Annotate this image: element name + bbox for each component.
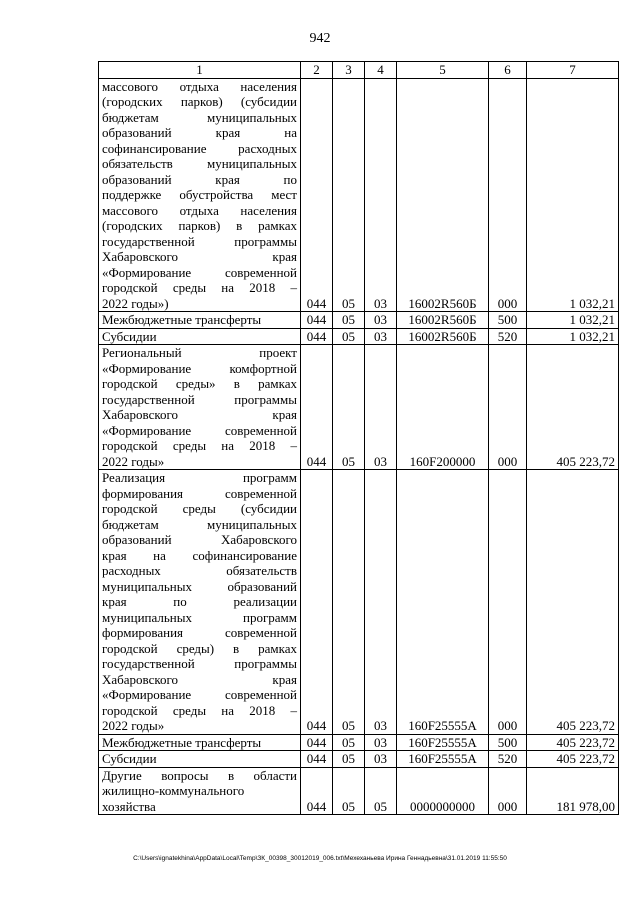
column-number-row <box>99 62 619 79</box>
footer-file-path: C:\Users\ignatekhina\AppData\Local\Temp\ЗК_00398_30012019_006.txt\Мехеханьева Ирина Геннадьевна\31.01.2019 11:55:50 <box>133 855 507 862</box>
subsection-code: 03 <box>365 470 397 735</box>
description-line: «Формирование современной <box>102 687 297 702</box>
description-line: Реализация программ <box>102 470 297 485</box>
row-description <box>99 78 301 312</box>
description-line: поддержке обустройства мест <box>102 187 297 202</box>
section-code: 05 <box>333 751 365 768</box>
description-line: городской среды (субсидии <box>102 501 297 516</box>
ministry-code: 044 <box>301 751 333 768</box>
section-code: 05 <box>333 767 365 815</box>
ministry-code: 044 <box>301 767 333 815</box>
table-row <box>99 345 619 470</box>
description-line: края по реализации <box>102 594 297 609</box>
row-description <box>99 312 301 329</box>
ministry-code: 044 <box>301 470 333 735</box>
ministry-code: 044 <box>301 312 333 329</box>
description-line: «Формирование современной <box>102 422 297 438</box>
expense-type-code: 000 <box>489 78 527 312</box>
description-line: «Формирование комфортной <box>102 360 297 376</box>
description-line: образований Хабаровского <box>102 532 297 547</box>
description-line: обязательств муниципальных <box>102 156 297 171</box>
description-line: Хабаровского края <box>102 671 297 687</box>
target-article-code: 160F200000 <box>397 345 489 470</box>
description-line: жилищно-коммунального <box>102 783 245 798</box>
description-line: городской среды) в рамках <box>102 640 297 656</box>
table-row <box>99 767 619 815</box>
description-line: софинансирование расходных <box>102 140 297 156</box>
description-line: бюджетам муниципальных <box>102 109 297 125</box>
description-line: Хабаровского края <box>102 407 297 422</box>
description-line: (городских парков) в рамках <box>102 218 297 233</box>
description-line: муниципальных программ <box>102 609 297 625</box>
section-code: 05 <box>333 470 365 735</box>
description-line: Субсидии <box>102 328 157 344</box>
subsection-code: 03 <box>365 312 397 329</box>
description-line: образований края по <box>102 171 297 187</box>
amount: 405 223,72 <box>527 470 619 735</box>
description-line: «Формирование современной <box>102 264 297 280</box>
expense-type-code: 000 <box>489 470 527 735</box>
description-line: городской среды» в рамках <box>102 376 297 391</box>
ministry-code: 044 <box>301 78 333 312</box>
amount: 405 223,72 <box>527 751 619 768</box>
section-code: 05 <box>333 734 365 751</box>
description-line: края на софинансирование <box>102 547 297 563</box>
section-code: 05 <box>333 328 365 345</box>
description-line: государственной программы <box>102 391 297 407</box>
subsection-code: 03 <box>365 734 397 751</box>
expense-type-code: 500 <box>489 312 527 329</box>
ministry-code: 044 <box>301 734 333 751</box>
row-description <box>99 328 301 345</box>
target-article-code: 160F25555А <box>397 470 489 735</box>
description-line: Хабаровского края <box>102 249 297 264</box>
description-line: Межбюджетные трансферты <box>102 312 262 327</box>
description-line: массового отдыха населения <box>102 78 297 94</box>
subsection-code: 03 <box>365 328 397 345</box>
column-header: 2 <box>301 62 333 79</box>
description-line: городской среды на 2018 – <box>102 438 297 453</box>
description-line: (городских парков) (субсидии <box>102 94 297 109</box>
table-row <box>99 470 619 735</box>
ministry-code: 044 <box>301 345 333 470</box>
description-line: формирования современной <box>102 625 297 640</box>
subsection-code: 05 <box>365 767 397 815</box>
amount: 181 978,00 <box>527 767 619 815</box>
section-code: 05 <box>333 345 365 470</box>
row-description <box>99 734 301 751</box>
description-line: хозяйства <box>102 798 156 814</box>
table-row <box>99 312 619 329</box>
budget-table-body <box>99 62 619 815</box>
description-line: Межбюджетные трансферты <box>102 734 262 750</box>
description-line: государственной программы <box>102 233 297 249</box>
amount: 405 223,72 <box>527 734 619 751</box>
amount: 405 223,72 <box>527 345 619 470</box>
expense-type-code: 500 <box>489 734 527 751</box>
budget-table <box>98 61 619 815</box>
target-article-code: 16002R560Б <box>397 328 489 345</box>
description-line: муниципальных образований <box>102 578 297 594</box>
amount: 1 032,21 <box>527 78 619 312</box>
description-line: массового отдыха населения <box>102 202 297 218</box>
description-line: образований края на <box>102 125 297 140</box>
table-row <box>99 751 619 768</box>
expense-type-code: 520 <box>489 751 527 768</box>
description-line: Субсидии <box>102 751 157 766</box>
description-line: 2022 годы» <box>102 718 165 733</box>
description-line: расходных обязательств <box>102 563 297 578</box>
row-description <box>99 767 301 815</box>
target-article-code: 0000000000 <box>397 767 489 815</box>
description-line: бюджетам муниципальных <box>102 516 297 532</box>
column-header: 3 <box>333 62 365 79</box>
expense-type-code: 000 <box>489 345 527 470</box>
subsection-code: 03 <box>365 345 397 470</box>
description-line: 2022 годы») <box>102 295 169 311</box>
description-line: государственной программы <box>102 656 297 671</box>
row-description <box>99 345 301 470</box>
ministry-code: 044 <box>301 328 333 345</box>
expense-type-code: 000 <box>489 767 527 815</box>
table-row <box>99 328 619 345</box>
description-line: 2022 годы» <box>102 453 165 469</box>
target-article-code: 160F25555А <box>397 751 489 768</box>
description-line: Региональный проект <box>102 345 297 360</box>
target-article-code: 16002R560Б <box>397 78 489 312</box>
description-line: формирования современной <box>102 485 297 501</box>
subsection-code: 03 <box>365 78 397 312</box>
description-line: Другие вопросы в области <box>102 767 297 783</box>
amount: 1 032,21 <box>527 328 619 345</box>
row-description <box>99 470 301 735</box>
column-header: 6 <box>489 62 527 79</box>
column-header: 4 <box>365 62 397 79</box>
expense-type-code: 520 <box>489 328 527 345</box>
table-row <box>99 78 619 312</box>
target-article-code: 160F25555А <box>397 734 489 751</box>
section-code: 05 <box>333 312 365 329</box>
description-line: городской среды на 2018 – <box>102 702 297 718</box>
table-row <box>99 734 619 751</box>
description-line: городской среды на 2018 – <box>102 280 297 295</box>
column-header: 7 <box>527 62 619 79</box>
row-description <box>99 751 301 768</box>
target-article-code: 16002R560Б <box>397 312 489 329</box>
amount: 1 032,21 <box>527 312 619 329</box>
column-header: 5 <box>397 62 489 79</box>
page-number: 942 <box>309 31 331 46</box>
subsection-code: 03 <box>365 751 397 768</box>
section-code: 05 <box>333 78 365 312</box>
column-header: 1 <box>99 62 301 79</box>
